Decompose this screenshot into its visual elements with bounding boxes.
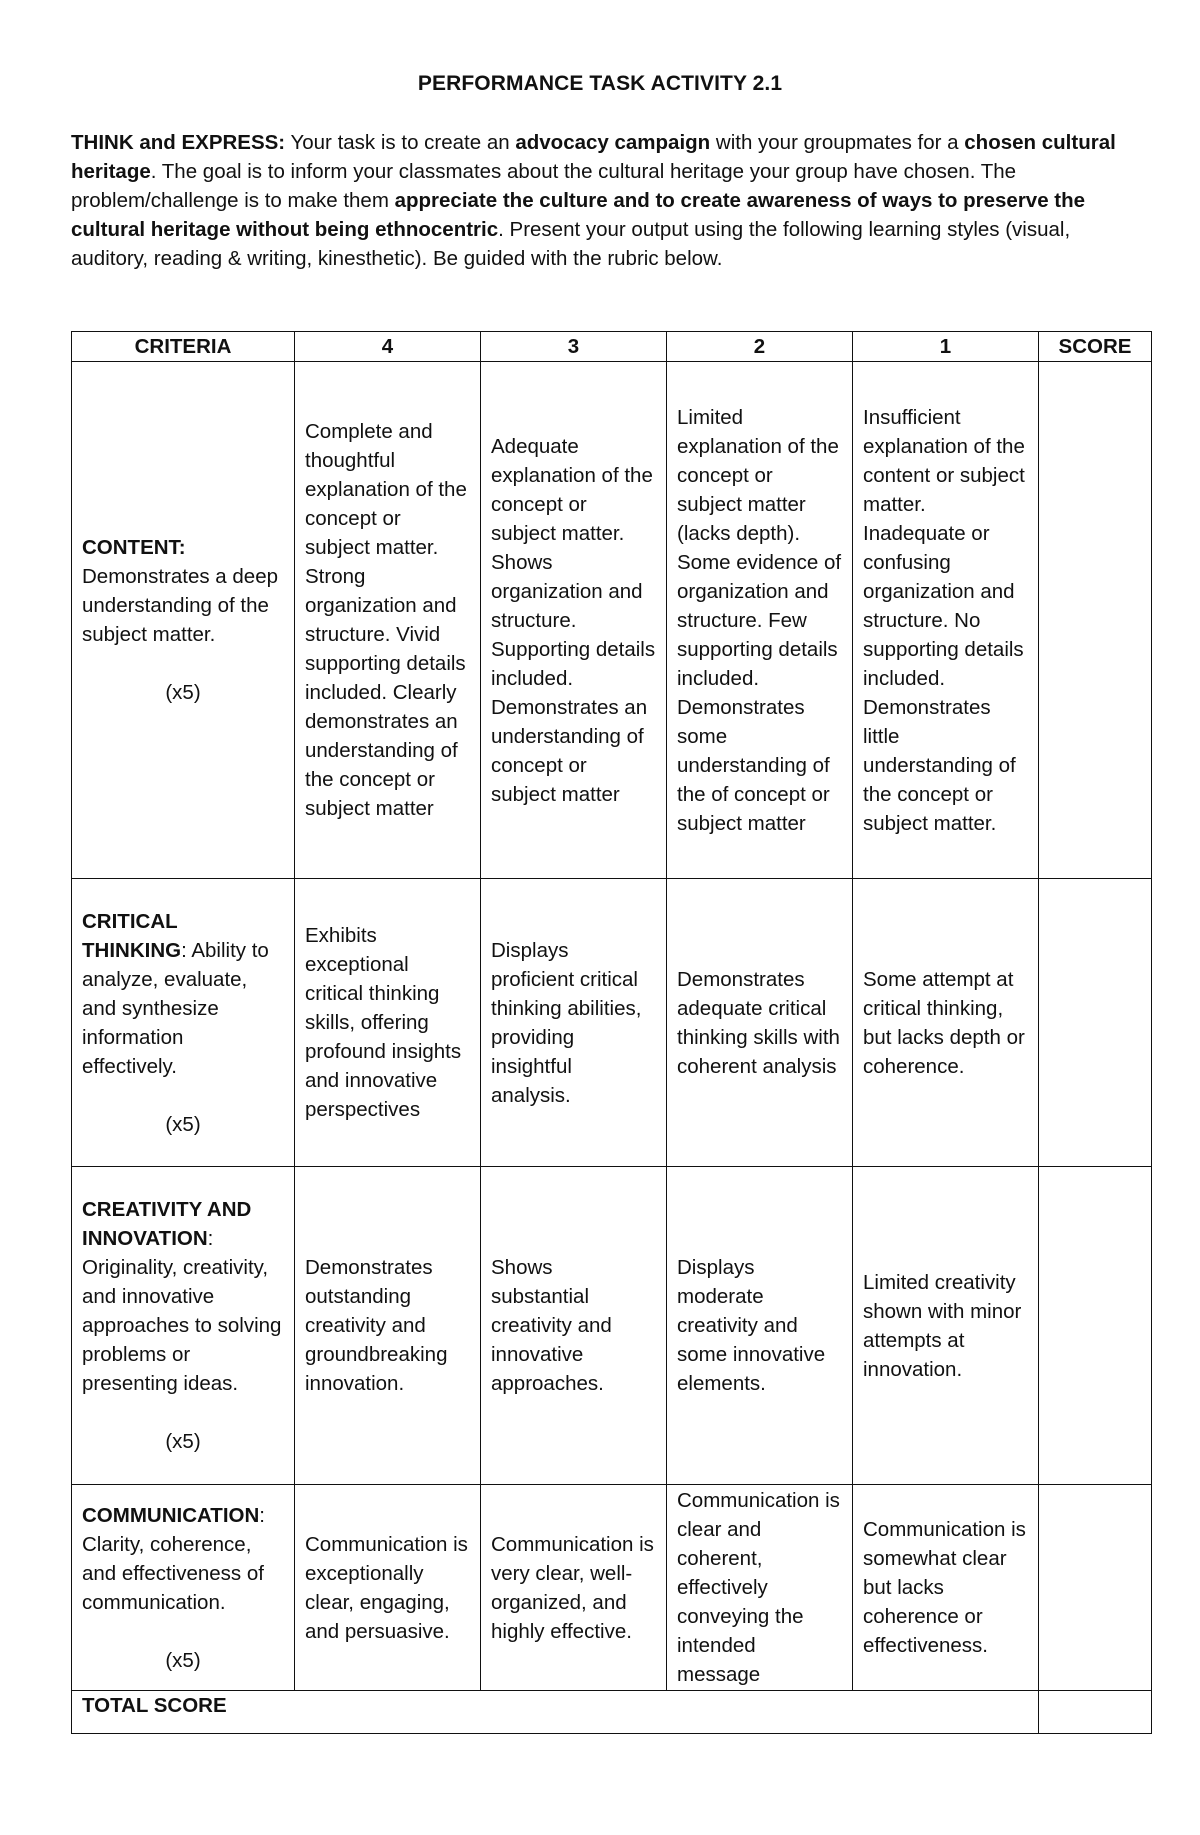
intro-bold-1: advocacy campaign <box>515 131 711 154</box>
intro-text-4: . Present your output using the following learning styles (visual, auditory, reading & writing, kinesthetic). Be guided with the rubric below. <box>71 218 1071 270</box>
table-row <box>72 1167 1152 1485</box>
score-cell[interactable] <box>1039 879 1152 1167</box>
rubric-table <box>71 331 1152 1734</box>
intro-text-2: with your groupmates for a <box>710 131 965 154</box>
header-score: SCORE <box>1039 332 1152 362</box>
level-3-cell: Communication is very clear, well-organized, and highly effective. <box>481 1485 667 1691</box>
header-criteria: CRITERIA <box>72 332 295 362</box>
page-title: PERFORMANCE TASK ACTIVITY 2.1 <box>417 72 783 95</box>
criteria-name: COMMUNICATION <box>82 1503 260 1527</box>
intro-text-3: . The goal is to inform your classmates about the cultural heritage your group have chosen. The problem/challenge is to make them <box>71 160 1017 212</box>
criteria-description: : Ability to analyze, evaluate, and synthesize information effectively. <box>82 938 269 1078</box>
intro-bold-2: chosen cultural heritage <box>71 131 1116 183</box>
total-score-cell[interactable] <box>1039 1691 1152 1734</box>
level-1-cell: Insufficient explanation of the content or subject matter. Inadequate or confusing organization and structure. No supporting details included. Demonstrates little understanding of the concept or subject matter. <box>853 362 1039 879</box>
level-1-cell: Communication is somewhat clear but lacks coherence or effectiveness. <box>853 1485 1039 1691</box>
header-level-4: 4 <box>295 332 481 362</box>
level-1-cell: Some attempt at critical thinking, but lacks depth or coherence. <box>853 879 1039 1167</box>
level-4-cell: Demonstrates outstanding creativity and groundbreaking innovation. <box>295 1167 481 1485</box>
criteria-cell <box>72 1167 295 1485</box>
criteria-cell <box>72 362 295 879</box>
table-row <box>72 362 1152 879</box>
level-1-cell: Limited creativity shown with minor attempts at innovation. <box>853 1167 1039 1485</box>
level-3-cell: Shows substantial creativity and innovative approaches. <box>481 1167 667 1485</box>
score-cell[interactable] <box>1039 362 1152 879</box>
level-2-cell: Limited explanation of the concept or subject matter (lacks depth). Some evidence of organization and structure. Few supporting details included. Demonstrates some understanding of the of concept or subject matter <box>667 362 853 879</box>
intro-text-1: Your task is to create an <box>285 131 516 154</box>
header-level-3: 3 <box>481 332 667 362</box>
criteria-multiplier: (x5) <box>165 1112 201 1136</box>
level-2-cell: Displays moderate creativity and some innovative elements. <box>667 1167 853 1485</box>
level-4-cell: Exhibits exceptional critical thinking skills, offering profound insights and innovative perspectives <box>295 879 481 1167</box>
level-2-cell: Communication is clear and coherent, effectively conveying the intended message <box>667 1485 853 1691</box>
level-2-cell: Demonstrates adequate critical thinking skills with coherent analysis <box>667 879 853 1167</box>
level-4-cell: Complete and thoughtful explanation of the concept or subject matter. Strong organization and structure. Vivid supporting details included. Clearly demonstrates an understanding of the concept or subject matter <box>295 362 481 879</box>
criteria-cell <box>72 879 295 1167</box>
score-cell[interactable] <box>1039 1167 1152 1485</box>
criteria-multiplier: (x5) <box>165 681 201 704</box>
total-score-row <box>72 1691 1152 1734</box>
header-level-2: 2 <box>667 332 853 362</box>
score-cell[interactable] <box>1039 1485 1152 1691</box>
header-level-1: 1 <box>853 332 1039 362</box>
criteria-cell <box>72 1485 295 1691</box>
criteria-name: CONTENT: <box>82 536 186 559</box>
level-4-cell: Communication is exceptionally clear, engaging, and persuasive. <box>295 1485 481 1691</box>
intro-lead: THINK and EXPRESS: <box>71 131 286 154</box>
table-row <box>72 1485 1152 1691</box>
criteria-name: CRITICAL THINKING <box>82 909 182 962</box>
criteria-name: CREATIVITY AND INNOVATION <box>82 1198 252 1250</box>
criteria-multiplier: (x5) <box>165 1648 201 1672</box>
criteria-description: Demonstrates a deep understanding of the subject matter. <box>82 565 279 646</box>
criteria-description: : Clarity, coherence, and effectiveness of communication. <box>82 1503 265 1614</box>
intro-bold-3: appreciate the culture and to create awareness of ways to preserve the cultural heritage without being ethnocentric <box>71 189 1086 241</box>
level-3-cell: Adequate explanation of the concept or subject matter. Shows organization and structure. Supporting details included. Demonstrates an understanding of concept or subject matter <box>481 362 667 879</box>
table-row <box>72 879 1152 1167</box>
criteria-multiplier: (x5) <box>165 1430 201 1453</box>
criteria-description: : Originality, creativity, and innovative approaches to solving problems or presenting ideas. <box>82 1227 282 1395</box>
total-score-label: TOTAL SCORE <box>72 1691 1039 1734</box>
level-3-cell: Displays proficient critical thinking abilities, providing insightful analysis. <box>481 879 667 1167</box>
rubric-header-row <box>72 332 1152 362</box>
task-instructions <box>71 128 1151 273</box>
